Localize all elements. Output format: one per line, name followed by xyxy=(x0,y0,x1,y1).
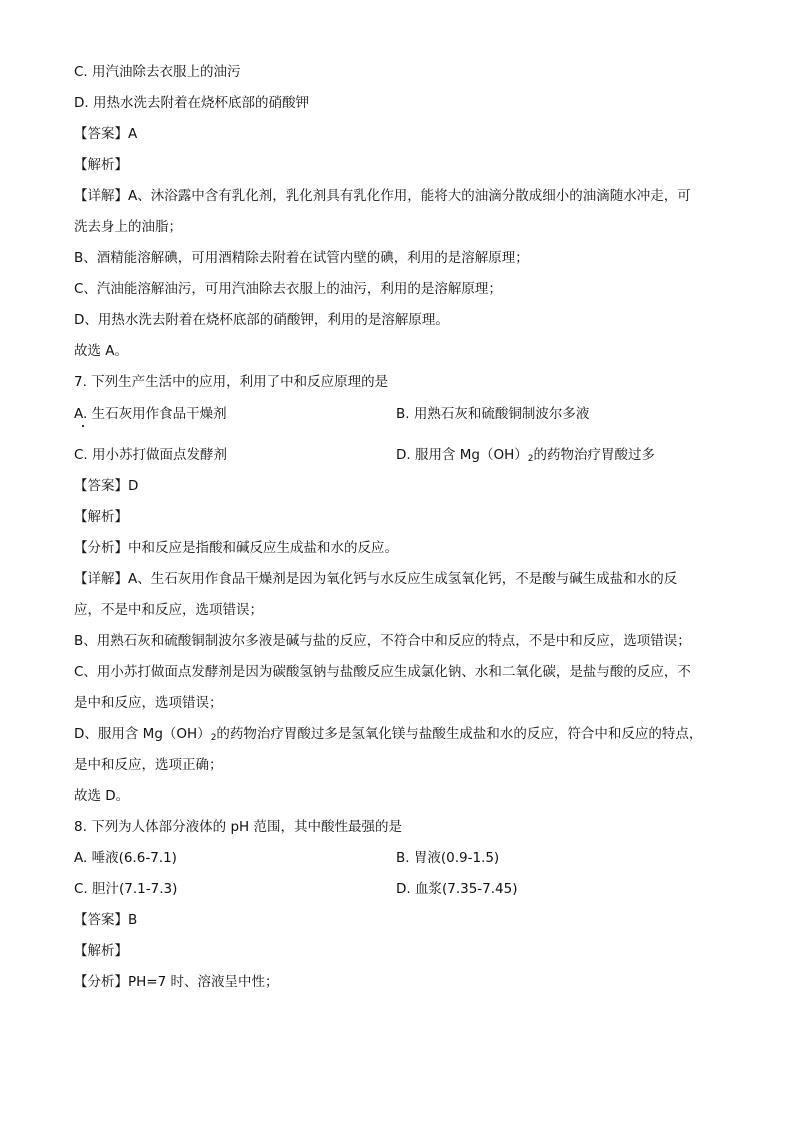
question-7-options-cd xyxy=(74,445,724,465)
fenxi-7: 【分析】中和反应是指酸和碱反应生成盐和水的反应。 xyxy=(74,540,398,556)
detail-7-d1 xyxy=(74,724,724,744)
question-7-option-d xyxy=(396,445,655,469)
answer-6: 【答案】A xyxy=(74,126,138,142)
question-8-option-b: B. 胃液(0.9-1.5) xyxy=(396,850,500,866)
detail-6-c: C、汽油能溶解油污，可用汽油除去衣服上的油污，利用的是溶解原理； xyxy=(74,281,502,297)
detail-7-a2: 应，不是中和反应，选项错误； xyxy=(74,602,263,618)
detail-7-c1: C、用小苏打做面点发酵剂是因为碳酸氢钠与盐酸反应生成氯化钠、水和二氧化碳，是盐与酸的反应，不 xyxy=(74,664,691,680)
analysis-7: 【解析】 xyxy=(74,509,128,525)
detail-7-d1-post: 的药物治疗胃酸过多是氢氧化镁与盐酸生成盐和水的反应，符合中和反应的特点， xyxy=(216,726,703,742)
question-8-option-d: D. 血浆(7.35-7.45) xyxy=(396,881,518,897)
answer-7: 【答案】D xyxy=(74,478,139,494)
question-7-option-a: A. 生石灰用作食品干燥剂 xyxy=(74,406,227,422)
document-page xyxy=(74,62,724,992)
question-8-option-c: C. 胆汁(7.1-7.3) xyxy=(74,881,178,897)
detail-6-d: D、用热水洗去附着在烧杯底部的硝酸钾，利用的是溶解原理。 xyxy=(74,312,449,328)
option-d-text-pre: D. 服用含 Mg（OH） xyxy=(396,447,528,463)
question-8-option-a: A. 唾液(6.6-7.1) xyxy=(74,850,177,866)
choose-6: 故选 A。 xyxy=(74,343,129,359)
detail-7-b: B、用熟石灰和硫酸铜制波尔多液是碱与盐的反应，不符合中和反应的特点，不是中和反应，选项错误； xyxy=(74,633,691,649)
analysis-8: 【解析】 xyxy=(74,943,128,959)
question-7-option-b: B. 用熟石灰和硫酸铜制波尔多液 xyxy=(396,406,590,422)
question-7: 7. 下列生产生活中的应用，利用了中和反应原理的是 xyxy=(74,374,389,390)
choose-7: 故选 D。 xyxy=(74,788,130,804)
detail-7-d1-subscript: 2 xyxy=(210,733,217,743)
analysis-6: 【解析】 xyxy=(74,157,128,173)
detail-7-c2: 是中和反应，选项错误； xyxy=(74,695,223,711)
question-7-option-c: C. 用小苏打做面点发酵剂 xyxy=(74,447,228,463)
fenxi-8: 【分析】PH=7 时、溶液呈中性； xyxy=(74,974,279,990)
detail-7-d1-pre: D、服用含 Mg（OH） xyxy=(74,726,211,742)
detail-6-b: B、酒精能溶解碘，可用酒精除去附着在试管内壁的碘，利用的是溶解原理； xyxy=(74,250,529,266)
detail-7-a1: 【详解】A、生石灰用作食品干燥剂是因为氧化钙与水反应生成氢氧化钙，不是酸与碱生成盐和水的反 xyxy=(74,571,678,587)
question-7-options-ab xyxy=(74,404,724,424)
question-8-options-ab xyxy=(74,848,724,868)
option-d-text-post: 的药物治疗胃酸过多 xyxy=(533,447,655,463)
detail-7-d2: 是中和反应，选项正确； xyxy=(74,757,223,773)
question-8: 8. 下列为人体部分液体的 pH 范围，其中酸性最强的是 xyxy=(74,819,402,835)
stray-dot xyxy=(82,425,84,427)
detail-6-a2: 洗去身上的油脂； xyxy=(74,219,182,235)
option-d-prev: D. 用热水洗去附着在烧杯底部的硝酸钾 xyxy=(74,95,309,111)
option-d-subscript: 2 xyxy=(527,454,534,464)
option-c-prev: C. 用汽油除去衣服上的油污 xyxy=(74,64,241,80)
question-8-options-cd xyxy=(74,879,724,899)
answer-8: 【答案】B xyxy=(74,912,138,928)
detail-6-a1: 【详解】A、沐浴露中含有乳化剂，乳化剂具有乳化作用，能将大的油滴分散成细小的油滴随水冲走，可 xyxy=(74,188,691,204)
